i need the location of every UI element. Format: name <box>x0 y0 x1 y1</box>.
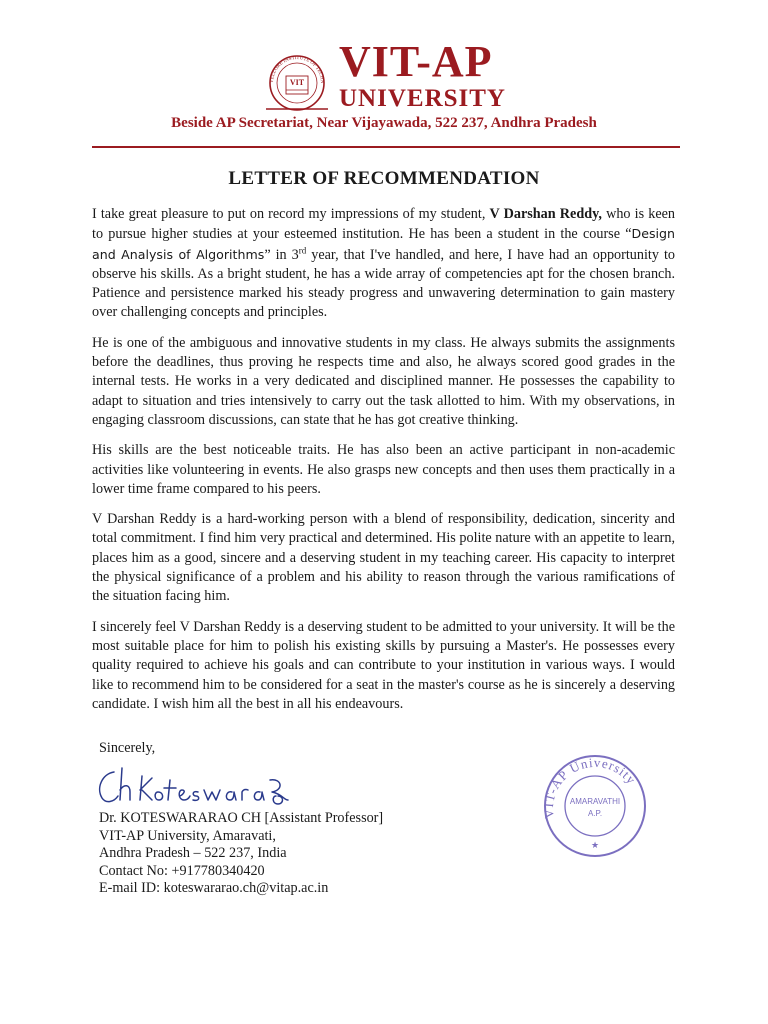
student-name: V Darshan Reddy, <box>489 206 602 222</box>
university-brand <box>339 37 506 112</box>
brand-sub-text: UNIVERSITY <box>339 85 506 112</box>
paragraph-4: V Darshan Reddy is a hard-working person with a blend of responsibility, dedication, sincerity and total commitment. I find him very practical and determined. His polite nature with an appetite to learn, places him as a good, sincere and a deserving student in my teaching career. His capacity to interpret the physical significance of a problem and his ability to reason through the various ramifications of the situation facing him. <box>92 511 675 605</box>
header-divider <box>92 146 680 148</box>
paragraph-2: He is one of the ambiguous and innovative students in my class. He always submits the assignments before the deadlines, thus proving he respects time and also, he always scored good grades in the internal tests. He works in a very dedicated and disciplined manner. He possesses the capability to adapt to situation and tries intensively to carry out the task allotted to him. With my observations, in engaging classroom discussions, can state that he has got creative thinking. <box>92 334 675 428</box>
closing-salutation: Sincerely, <box>99 740 156 756</box>
university-seal-logo <box>262 50 332 112</box>
paragraph-3: His skills are the best noticeable traits. He has also been an active participant in non-academic activities like volunteering in events. He also grasps new concepts and then uses them practically in a lower time frame compared to his peers. <box>92 442 675 497</box>
signatory-institution: VIT-AP University, Amaravati, <box>99 827 276 844</box>
svg-text:VELLORE INSTITUTE OF TECHNOLOG: VELLORE INSTITUTE OF TECHN <box>269 55 325 84</box>
signatory-name: Dr. KOTESWARARAO CH [Assistant Professor] <box>99 810 384 826</box>
document-title: LETTER OF RECOMMENDATION <box>228 168 540 189</box>
university-stamp <box>532 748 658 860</box>
svg-text:A.P.: A.P. <box>587 809 603 818</box>
svg-text:VIT-AP University: VIT-AP University <box>540 754 640 820</box>
university-address: Beside AP Secretariat, Near Vijayawada, 522 237, Andhra Pradesh <box>171 115 597 131</box>
signatory-phone: Contact No: +917780340420 <box>99 862 265 879</box>
letter-body <box>92 205 675 725</box>
svg-text:AMARAVATHI: AMARAVATHI <box>569 797 621 806</box>
letterhead <box>0 0 768 150</box>
handwritten-signature <box>92 762 292 810</box>
paragraph-1: I take great pleasure to put on record my impressions of my student, V Darshan Reddy, who is keen to pursue higher studies at your esteemed institution. He has been a student in the course “Design and Analysis of Algorithms” in 3rd year, that I've handled, and here, I have had an opportunity to observe his skills. As a bright student, he has a wide array of competencies apt for the chosen branch. Patience and persistence marked his steady progress and unwavering determination to gain mastery over challenging concepts and principles. <box>92 206 676 321</box>
signatory-state: Andhra Pradesh – 522 237, India <box>99 845 287 861</box>
svg-text:★: ★ <box>590 841 600 851</box>
paragraph-5: I sincerely feel V Darshan Reddy is a deserving student to be admitted to your university. It will be the most suitable place for him to polish his existing skills by pursuing a Master's. He possesses every quality required to achieve his goals and can contribute to your institution in various ways. I would like to recommend him to be considered for a seat in the master's course as he is sincerely a deserving candidate. I wish him all the best in all his endeavours. <box>92 618 675 712</box>
signatory-contact-block <box>99 810 383 898</box>
signature-text: Ch KoteswaraRao <box>92 808 100 809</box>
course-name: Design and Analysis of Algorithms <box>92 226 675 262</box>
svg-text:VIT: VIT <box>289 78 305 87</box>
brand-main-text: VIT-AP <box>339 37 493 86</box>
signatory-email: E-mail ID: koteswararao.ch@vitap.ac.in <box>99 880 329 896</box>
